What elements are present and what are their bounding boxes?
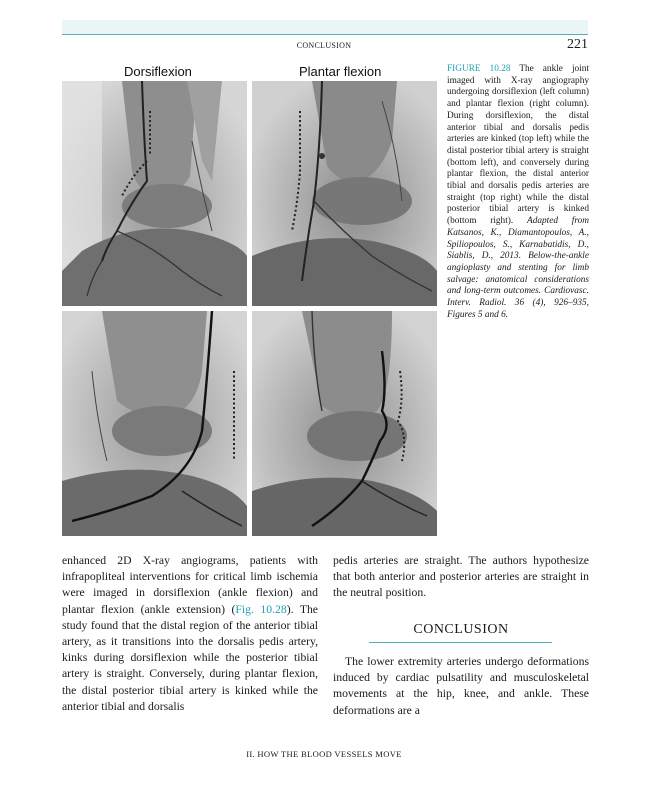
caption-credit: Adapted from Katsanos, K., Diamantopoulos, A., Spiliopoulos, S., Karnabatidis, D., Siablis, D., 2013. Below-the-ankle angioplasty and stenting for limb salvage: anatomical considerations and long-term outcomes. Cardiovasc. Interv. Radiol. 36 (4), 926–935, Figures 5 and 6. — [447, 216, 590, 320]
header-rule — [62, 34, 588, 35]
body-right-column — [333, 553, 589, 602]
page-number: 221 — [567, 37, 588, 52]
running-footer: II. HOW THE BLOOD VESSELS MOVE — [246, 749, 402, 759]
figure-caption — [447, 64, 589, 321]
conclusion-paragraph — [333, 654, 589, 719]
body-left-column — [62, 553, 318, 715]
column-label-dorsiflexion: Dorsiflexion — [124, 64, 192, 79]
header-band — [62, 20, 588, 34]
body-text-right-para1: pedis arteries are straight. The authors hypothesize that both anterior and posterior arteries are straight in the neutral position. — [333, 554, 589, 600]
body-text-left-part2: ). The study found that the distal region of the anterior tibial artery, as it transitions into the dorsalis pedis artery, kinks during dorsiflexion while the posterior tibial artery is straight. Conversely, during plantar flexion, the distal posterior tibial artery is kinked while the anterior tibial and dorsalis — [62, 602, 318, 713]
xray-plantar-flexion-top — [252, 81, 437, 306]
figure-reference-link[interactable]: Fig. 10.28 — [235, 602, 287, 616]
xray-dorsiflexion-top — [62, 81, 247, 306]
figure-label: FIGURE 10.28 — [447, 64, 511, 74]
xray-dorsiflexion-bottom — [62, 311, 247, 536]
column-label-plantar-flexion: Plantar flexion — [299, 64, 382, 79]
running-head: CONCLUSION — [296, 41, 352, 50]
body-text-left-part1: enhanced 2D X-ray angiograms, patients with infrapopliteal interventions for critical limb ischemia were imaged in dorsiflexion (ankle flexion) and plantar flexion (ankle extension) ( — [62, 554, 318, 616]
xray-plantar-flexion-bottom — [252, 311, 437, 536]
section-rule — [369, 642, 552, 643]
section-heading: CONCLUSION — [413, 622, 509, 637]
caption-text: The ankle joint imaged with X-ray angiography undergoing dorsiflexion (left column) and plantar flexion (right column). During dorsiflexion, the distal anterior tibial and dorsalis pedis arteries are kinked (top left) while the distal posterior tibial artery is straight (bottom left), and conversely during plantar flexion, the distal anterior tibial and dorsalis pedis arteries are straight (top right) while the distal posterior tibial artery is kinked (bottom right). — [447, 64, 589, 227]
body-text-right-para2: The lower extremity arteries undergo deformations induced by cardiac pulsatility and musculoskeletal movements at the hip, knee, and ankle. These deformations are a — [333, 655, 589, 717]
